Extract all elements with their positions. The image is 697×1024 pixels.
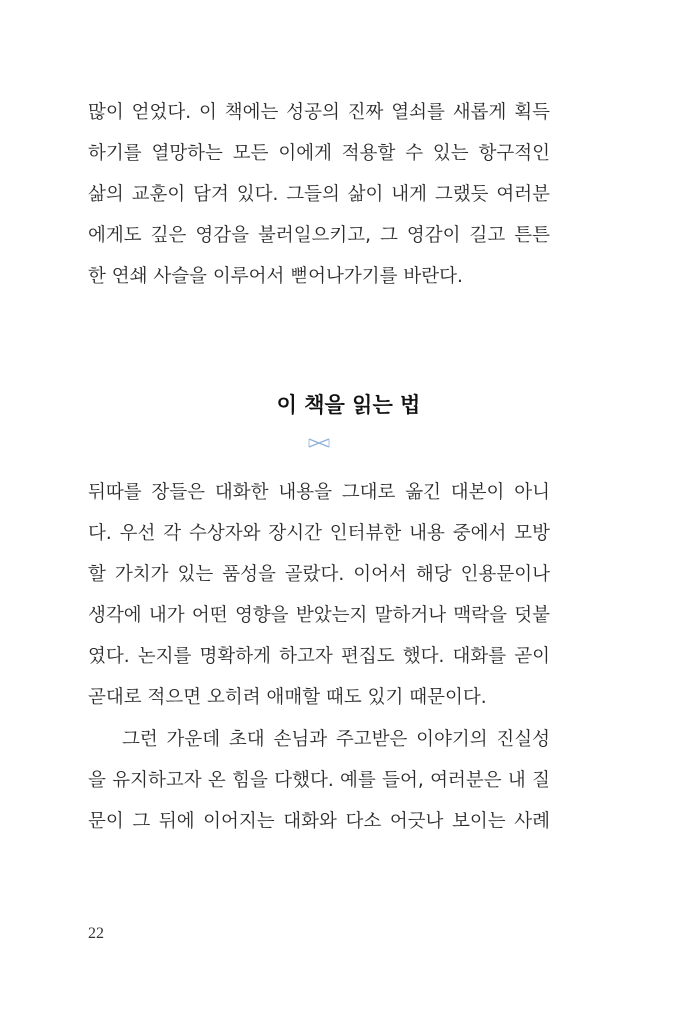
text-line: 할 가치가 있는 품성을 골랐다. 이어서 해당 인용문이나 (88, 564, 550, 585)
text-line: 생각에 내가 어떤 영향을 받았는지 말하거나 맥락을 덧붙 (88, 605, 550, 626)
text-line: 하기를 열망하는 모든 이에게 적용할 수 있는 항구적인 (88, 143, 550, 164)
text-line: 에게도 깊은 영감을 불러일으키고, 그 영감이 길고 튼튼 (88, 225, 550, 246)
text-line: 곧대로 적으면 오히려 애매할 때도 있기 때문이다. (88, 687, 487, 708)
text-line: 을 유지하고자 온 힘을 다했다. 예를 들어, 여러분은 내 질 (88, 770, 550, 791)
text-line: 뒤따를 장들은 대화한 내용을 그대로 옮긴 대본이 아니 (88, 482, 550, 503)
text-line: 그런 가운데 초대 손님과 주고받은 이야기의 진실성 (122, 729, 550, 750)
crossed-lines-ornament-icon (308, 436, 330, 450)
text-line: 다. 우선 각 수상자와 장시간 인터뷰한 내용 중에서 모방 (88, 523, 550, 544)
text-line: 한 연쇄 사슬을 이루어서 뻗어나가기를 바란다. (88, 266, 463, 287)
section-heading: 이 책을 읽는 법 (276, 393, 421, 417)
text-line: 삶의 교훈이 담겨 있다. 그들의 삶이 내게 그랬듯 여러분 (88, 184, 550, 205)
text-line: 문이 그 뒤에 이어지는 대화와 다소 어긋나 보이는 사례 (88, 811, 550, 832)
text-line: 많이 얻었다. 이 책에는 성공의 진짜 열쇠를 새롭게 획득 (88, 102, 550, 123)
text-line: 였다. 논지를 명확하게 하고자 편집도 했다. 대화를 곧이 (88, 646, 550, 667)
page-number: 22 (88, 925, 104, 942)
